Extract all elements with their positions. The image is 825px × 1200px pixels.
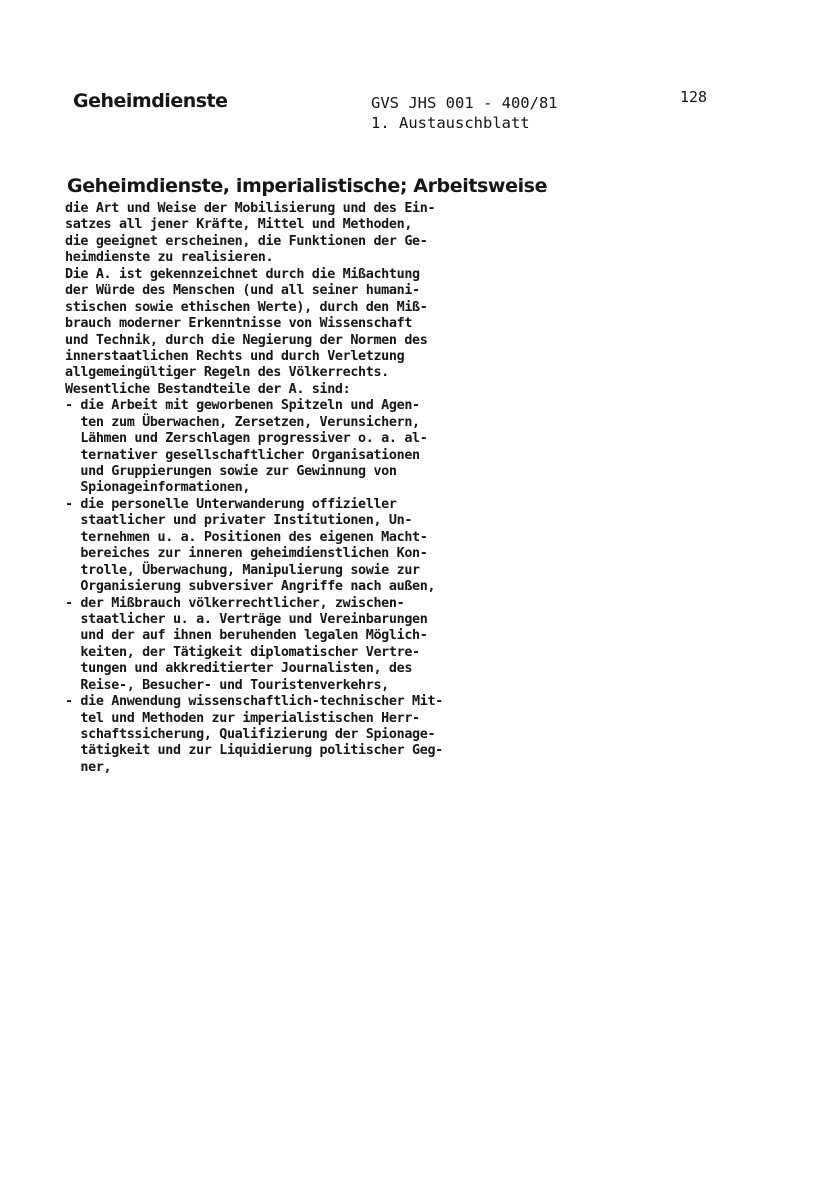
body-line: staatlicher u. a. Verträge und Vereinbarungen [65,611,428,627]
body-line: - der Mißbrauch völkerrechtlicher, zwischen- [65,595,405,611]
body-line: Die A. ist gekennzeichnet durch die Mißachtung [65,266,420,282]
body-line: und Technik, durch die Negierung der Normen des [65,332,428,348]
body-line: tungen und akkreditierter Journalisten, des [65,661,413,677]
body-line: - die Anwendung wissenschaftlich-technischer Mit- [65,694,443,710]
body-line: - die Arbeit mit geworbenen Spitzeln und Agen- [65,398,420,414]
entry-body [65,201,545,776]
body-line: tätigkeit und zur Liquidierung politischer Geg- [65,743,443,759]
body-line: und Gruppierungen sowie zur Gewinnung von [65,464,397,479]
body-line: Wesentliche Bestandteile der A. sind: [65,381,351,397]
body-line: trolle, Überwachung, Manipulierung sowie zur [65,562,420,578]
body-line: Organisierung subversiver Angriffe nach außen, [65,579,436,595]
body-line: stischen sowie ethischen Werte), durch den Miß- [65,299,428,315]
body-line: Reise-, Besucher- und Touristenverkehrs, [65,677,389,693]
body-line: ternehmen u. a. Positionen des eigenen Macht- [65,529,428,545]
body-line: der Würde des Menschen (und all seiner humani- [65,283,420,299]
body-line: ternativer gesellschaftlicher Organisationen [65,447,420,463]
body-line: die geeignet erscheinen, die Funktionen der Ge- [65,233,428,249]
document-reference [371,93,558,133]
classification-reference: GVS JHS 001 - 400/81 [371,94,558,112]
body-line: tel und Methoden zur imperialistischen Herr- [65,710,420,726]
body-line: bereiches zur inneren geheimdienstlichen Kon- [65,546,428,562]
body-line: staatlicher und privater Institutionen, Un- [65,513,413,529]
body-line: ten zum Überwachen, Zersetzen, Verunsichern, [65,414,420,430]
body-line: und der auf ihnen beruhenden legalen Möglich- [65,628,428,644]
body-line: brauch moderner Erkenntnisse von Wissenschaft [65,316,413,332]
body-line: - die personelle Unterwanderung offizieller [65,496,397,512]
body-line: keiten, der Tätigkeit diplomatischer Vertre- [65,644,420,660]
body-line: Spionageinformationen, [65,480,251,496]
running-head: Geheimdienste [73,90,228,112]
body-line: allgemeingültiger Regeln des Völkerrechts. [65,365,389,381]
body-line: heimdienste zu realisieren. [65,250,274,266]
replacement-sheet-note: 1. Austauschblatt [371,114,530,132]
body-line: schaftssicherung, Qualifizierung der Spionage- [65,727,436,742]
body-line: ner, [65,759,112,775]
page-number: 128 [680,88,708,106]
body-line: die Art und Weise der Mobilisierung und des Ein- [65,201,436,216]
body-line: innerstaatlichen Rechts und durch Verletzung [65,348,405,364]
body-line: Lähmen und Zerschlagen progressiver o. a. al- [65,431,428,447]
entry-title: Geheimdienste, imperialistische; Arbeitsweise [67,175,548,197]
body-line: satzes all jener Kräfte, Mittel und Methoden, [65,217,413,233]
